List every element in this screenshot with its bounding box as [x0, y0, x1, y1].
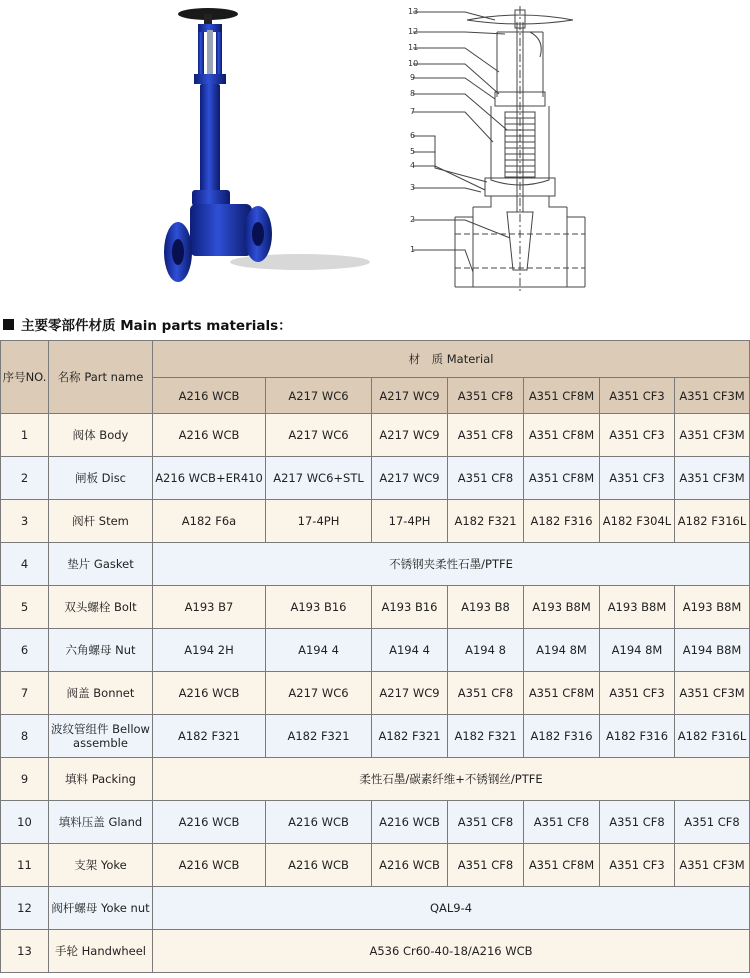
part-name: 六角螺母 Nut	[49, 629, 153, 672]
material-cell: A182 F321	[448, 715, 524, 758]
material-cell: A193 B16	[266, 586, 372, 629]
grade-header: A217 WC9	[372, 378, 448, 414]
material-cell: A351 CF8	[448, 457, 524, 500]
material-cell: A216 WCB	[266, 844, 372, 887]
table-row	[1, 758, 750, 801]
material-cell: A351 CF3	[600, 672, 675, 715]
part-name: 阀杆螺母 Yoke nut	[49, 887, 153, 930]
material-cell: A182 F321	[448, 500, 524, 543]
material-cell: A351 CF3M	[675, 844, 750, 887]
table-row	[1, 457, 750, 500]
part-name: 闸板 Disc	[49, 457, 153, 500]
material-cell: 17-4PH	[266, 500, 372, 543]
grade-header: A351 CF8	[448, 378, 524, 414]
part-no: 4	[1, 543, 49, 586]
material-cell: A194 2H	[153, 629, 266, 672]
table-row	[1, 801, 750, 844]
material-cell: A351 CF8	[600, 801, 675, 844]
part-name: 波纹管组件 Bellow assemble	[49, 715, 153, 758]
material-cell: A182 F321	[266, 715, 372, 758]
material-cell: A182 F316L	[675, 500, 750, 543]
material-cell: A194 8	[448, 629, 524, 672]
table-header-row	[1, 341, 750, 378]
material-cell: A216 WCB	[266, 801, 372, 844]
material-cell: A193 B8M	[524, 586, 600, 629]
material-cell: A351 CF8	[448, 672, 524, 715]
part-name: 阀体 Body	[49, 414, 153, 457]
table-row	[1, 844, 750, 887]
section-heading	[3, 314, 292, 334]
callout-2: 2	[410, 215, 416, 224]
material-cell: A217 WC6	[266, 414, 372, 457]
material-cell: A193 B16	[372, 586, 448, 629]
material-cell: 17-4PH	[372, 500, 448, 543]
part-no: 13	[1, 930, 49, 973]
materials-table	[0, 340, 750, 973]
material-cell: A216 WCB	[153, 414, 266, 457]
part-name: 填料 Packing	[49, 758, 153, 801]
material-span: 不锈钢夹柔性石墨/PTFE	[153, 543, 750, 586]
material-cell: A182 F316	[600, 715, 675, 758]
part-name: 手轮 Handwheel	[49, 930, 153, 973]
table-row	[1, 500, 750, 543]
material-cell: A217 WC9	[372, 414, 448, 457]
material-cell: A194 B8M	[675, 629, 750, 672]
part-name: 支架 Yoke	[49, 844, 153, 887]
material-cell: A194 8M	[524, 629, 600, 672]
part-no: 7	[1, 672, 49, 715]
callout-7: 7	[410, 107, 416, 116]
grade-header: A351 CF3	[600, 378, 675, 414]
material-cell: A351 CF8	[524, 801, 600, 844]
heading-text: 主要零部件材质 Main parts materials：	[21, 318, 292, 334]
callout-6: 6	[410, 131, 416, 140]
material-cell: A194 4	[266, 629, 372, 672]
part-no: 11	[1, 844, 49, 887]
material-cell: A182 F6a	[153, 500, 266, 543]
part-no: 8	[1, 715, 49, 758]
callout-12: 12	[408, 27, 419, 36]
material-cell: A193 B8	[448, 586, 524, 629]
material-cell: A351 CF8M	[524, 672, 600, 715]
part-no: 1	[1, 414, 49, 457]
material-cell: A351 CF3M	[675, 414, 750, 457]
table-row	[1, 672, 750, 715]
material-cell: A182 F316	[524, 500, 600, 543]
material-cell: A351 CF3M	[675, 672, 750, 715]
part-name: 垫片 Gasket	[49, 543, 153, 586]
table-row	[1, 629, 750, 672]
callout-8: 8	[410, 89, 416, 98]
material-cell: A217 WC6+STL	[266, 457, 372, 500]
grade-header: A216 WCB	[153, 378, 266, 414]
callout-10: 10	[408, 59, 419, 68]
header-no: 序号NO.	[1, 341, 49, 414]
material-cell: A182 F316L	[675, 715, 750, 758]
callout-13: 13	[408, 7, 419, 16]
material-span: QAL9-4	[153, 887, 750, 930]
material-cell: A216 WCB	[153, 801, 266, 844]
table-row	[1, 586, 750, 629]
material-cell: A194 4	[372, 629, 448, 672]
material-cell: A193 B7	[153, 586, 266, 629]
material-cell: A217 WC9	[372, 457, 448, 500]
material-cell: A193 B8M	[675, 586, 750, 629]
callout-9: 9	[410, 73, 416, 82]
material-cell: A351 CF8	[448, 801, 524, 844]
material-cell: A182 F321	[372, 715, 448, 758]
heading-square-icon	[3, 319, 14, 330]
callout-1: 1	[410, 245, 416, 254]
part-no: 3	[1, 500, 49, 543]
material-cell: A217 WC9	[372, 672, 448, 715]
part-name: 阀杆 Stem	[49, 500, 153, 543]
part-name: 填料压盖 Gland	[49, 801, 153, 844]
table-row	[1, 543, 750, 586]
figure-area	[0, 0, 750, 305]
valve-photo	[150, 0, 380, 300]
header-material: 材 质 Material	[153, 341, 750, 378]
callout-3: 3	[410, 183, 416, 192]
part-name: 双头螺栓 Bolt	[49, 586, 153, 629]
callout-4: 4	[410, 161, 416, 170]
part-name: 阀盖 Bonnet	[49, 672, 153, 715]
header-part-name: 名称 Part name	[49, 341, 153, 414]
grade-header: A351 CF3M	[675, 378, 750, 414]
part-no: 12	[1, 887, 49, 930]
material-cell: A351 CF8	[448, 414, 524, 457]
material-cell: A193 B8M	[600, 586, 675, 629]
part-no: 2	[1, 457, 49, 500]
material-cell: A217 WC6	[266, 672, 372, 715]
material-cell: A351 CF8M	[524, 457, 600, 500]
material-span: A536 Cr60-40-18/A216 WCB	[153, 930, 750, 973]
material-cell: A351 CF3M	[675, 457, 750, 500]
material-cell: A216 WCB	[153, 672, 266, 715]
part-no: 5	[1, 586, 49, 629]
material-cell: A351 CF3	[600, 414, 675, 457]
part-no: 6	[1, 629, 49, 672]
material-cell: A216 WCB+ER410	[153, 457, 266, 500]
material-cell: A194 8M	[600, 629, 675, 672]
material-cell: A351 CF8M	[524, 844, 600, 887]
grade-header: A217 WC6	[266, 378, 372, 414]
table-row	[1, 715, 750, 758]
material-cell: A351 CF8	[675, 801, 750, 844]
table-row	[1, 887, 750, 930]
material-cell: A182 F321	[153, 715, 266, 758]
table-row	[1, 930, 750, 973]
material-cell: A351 CF3	[600, 457, 675, 500]
material-cell: A216 WCB	[153, 844, 266, 887]
table-row	[1, 414, 750, 457]
material-cell: A351 CF8M	[524, 414, 600, 457]
material-cell: A182 F304L	[600, 500, 675, 543]
valve-section-drawing	[395, 2, 595, 297]
part-no: 9	[1, 758, 49, 801]
material-cell: A216 WCB	[372, 801, 448, 844]
material-cell: A351 CF8	[448, 844, 524, 887]
material-cell: A182 F316	[524, 715, 600, 758]
callout-5: 5	[410, 147, 416, 156]
material-cell: A216 WCB	[372, 844, 448, 887]
grade-header: A351 CF8M	[524, 378, 600, 414]
callout-11: 11	[408, 43, 419, 52]
material-cell: A351 CF3	[600, 844, 675, 887]
material-span: 柔性石墨/碳素纤维+不锈钢丝/PTFE	[153, 758, 750, 801]
part-no: 10	[1, 801, 49, 844]
